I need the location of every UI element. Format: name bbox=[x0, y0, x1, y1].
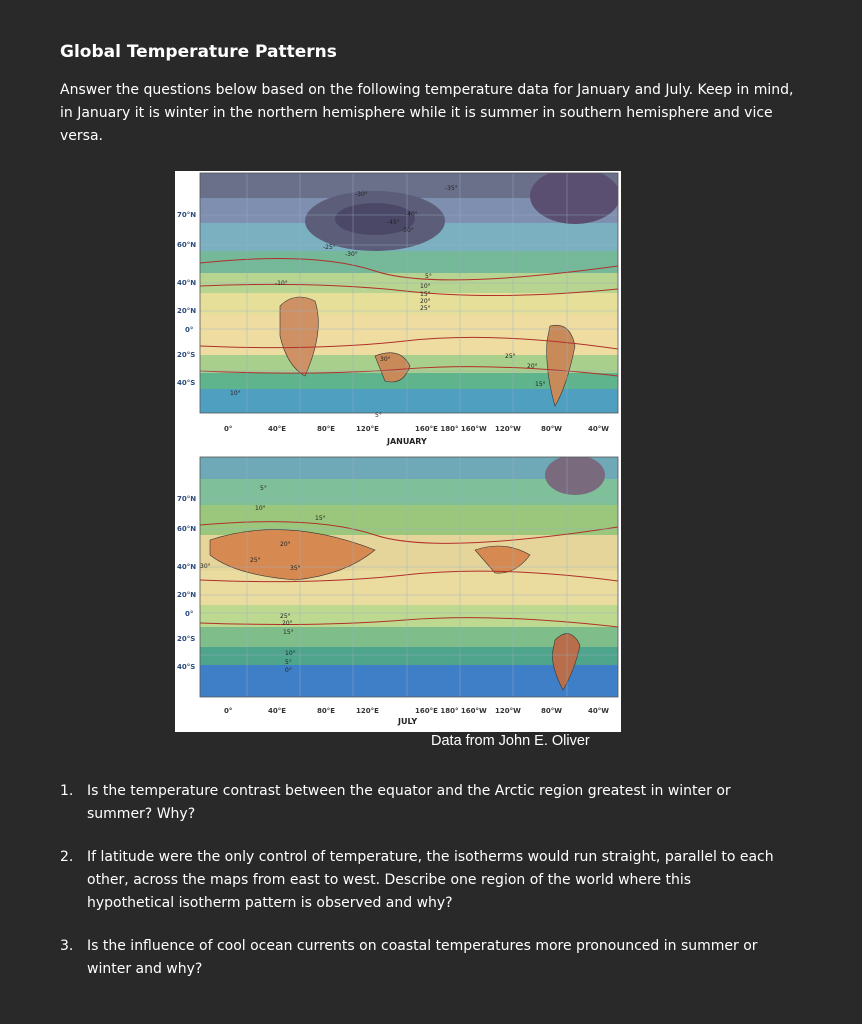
jul-isotherm-label: 15° bbox=[315, 515, 326, 522]
jan-isotherm-label: 5° bbox=[375, 412, 382, 419]
jan-lat-label: 0° bbox=[185, 326, 194, 334]
jan-lon-label: 120°E bbox=[356, 425, 379, 433]
jan-isotherm-label: -30° bbox=[355, 191, 368, 198]
jul-lat-label: 70°N bbox=[177, 495, 197, 503]
jan-isotherm-label: -45° bbox=[387, 219, 400, 226]
july-caption: JULY bbox=[398, 717, 418, 726]
january-map bbox=[175, 171, 621, 451]
question-number: 3. bbox=[60, 938, 74, 954]
jan-isotherm-label: 25° bbox=[505, 353, 516, 360]
jan-isotherm-label: 25° bbox=[420, 305, 431, 312]
question-text: If latitude were the only control of temperature, the isotherms would run straight, parallel to each other, across the maps from east to west. Describe one region of the world where this hypothetical isotherm pattern is observed and why? bbox=[87, 849, 774, 911]
jul-lon-label: 80°E bbox=[317, 707, 336, 715]
question-text: Is the influence of cool ocean currents on coastal temperatures more pronounced in summer or winter and why? bbox=[87, 938, 758, 977]
jul-isotherm-label: 10° bbox=[285, 650, 296, 657]
jul-isotherm-label: 15° bbox=[283, 629, 294, 636]
jan-lon-label: 40°W bbox=[588, 425, 609, 433]
jul-isotherm-label: 25° bbox=[250, 557, 261, 564]
jul-isotherm-label: 20° bbox=[280, 541, 291, 548]
jan-lat-label: 60°N bbox=[177, 241, 197, 249]
jan-lon-label: 40°E bbox=[268, 425, 287, 433]
jul-lon-label: 40°E bbox=[268, 707, 287, 715]
jul-lat-label: 40°S bbox=[177, 663, 196, 671]
jan-lon-label: 120°W bbox=[495, 425, 521, 433]
jan-isotherm-label: 30° bbox=[380, 356, 391, 363]
jan-isotherm-label: 15° bbox=[535, 381, 546, 388]
jul-lat-label: 60°N bbox=[177, 525, 197, 533]
jul-isotherm-label: 5° bbox=[285, 659, 292, 666]
jul-lat-label: 20°S bbox=[177, 635, 196, 643]
question-text: Is the temperature contrast between the equator and the Arctic region greatest in winter or summer? Why? bbox=[87, 783, 731, 822]
jul-lat-label: 40°N bbox=[177, 563, 197, 571]
temperature-maps-figure bbox=[175, 171, 621, 732]
jul-lat-label: 0° bbox=[185, 610, 194, 618]
jul-isotherm-label: 0° bbox=[285, 667, 292, 674]
jan-isotherm-label: 15° bbox=[420, 291, 431, 298]
intro-paragraph: Answer the questions below based on the following temperature data for January and July. Keep in mind, in January it is winter in the northern hemisphere while it is summer in southern hemisphere and vice versa. bbox=[60, 82, 794, 144]
jan-lat-label: 40°S bbox=[177, 379, 196, 387]
jan-lon-label: 160°E 180° 160°W bbox=[415, 425, 487, 433]
jan-isotherm-label: 20° bbox=[420, 298, 431, 305]
jan-lat-label: 70°N bbox=[177, 211, 197, 219]
jan-isotherm-label: -50° bbox=[401, 227, 414, 234]
jul-lon-label: 160°E 180° 160°W bbox=[415, 707, 487, 715]
jan-isotherm-label: 10° bbox=[230, 390, 241, 397]
jul-lon-label: 120°W bbox=[495, 707, 521, 715]
jul-lon-label: 120°E bbox=[356, 707, 379, 715]
jan-lat-label: 20°N bbox=[177, 307, 197, 315]
january-map-graphic bbox=[175, 171, 621, 451]
question-number: 1. bbox=[60, 783, 74, 799]
question-number: 2. bbox=[60, 849, 74, 865]
july-map-graphic bbox=[175, 455, 621, 732]
jan-isotherm-label: 5° bbox=[425, 273, 432, 280]
jul-lon-label: 0° bbox=[224, 707, 233, 715]
july-map bbox=[175, 455, 621, 732]
jan-lat-label: 20°S bbox=[177, 351, 196, 359]
jan-lat-label: 40°N bbox=[177, 279, 197, 287]
jan-isotherm-label: -35° bbox=[445, 185, 458, 192]
jan-lon-label: 0° bbox=[224, 425, 233, 433]
jul-lat-label: 20°N bbox=[177, 591, 197, 599]
jul-isotherm-label: 5° bbox=[260, 485, 267, 492]
jan-lon-label: 80°W bbox=[541, 425, 562, 433]
jan-isotherm-label: -30° bbox=[345, 251, 358, 258]
jan-isotherm-label: 10° bbox=[420, 283, 431, 290]
jul-lon-label: 40°W bbox=[588, 707, 609, 715]
figure-credit: Data from John E. Oliver bbox=[431, 733, 590, 749]
jan-isotherm-label: -40° bbox=[405, 211, 418, 218]
jul-isotherm-label: 30° bbox=[200, 563, 211, 570]
jan-isotherm-label: -10° bbox=[275, 280, 288, 287]
jul-isotherm-label: 10° bbox=[255, 505, 266, 512]
jul-isotherm-label: 35° bbox=[290, 565, 301, 572]
jul-isotherm-label: 20° bbox=[282, 620, 293, 627]
jul-isotherm-label: 25° bbox=[280, 613, 291, 620]
january-caption: JANUARY bbox=[387, 437, 427, 446]
jul-lon-label: 80°W bbox=[541, 707, 562, 715]
jan-isotherm-label: -25° bbox=[323, 244, 336, 251]
jan-isotherm-label: 20° bbox=[527, 363, 538, 370]
page-title: Global Temperature Patterns bbox=[60, 42, 337, 62]
jan-lon-label: 80°E bbox=[317, 425, 336, 433]
